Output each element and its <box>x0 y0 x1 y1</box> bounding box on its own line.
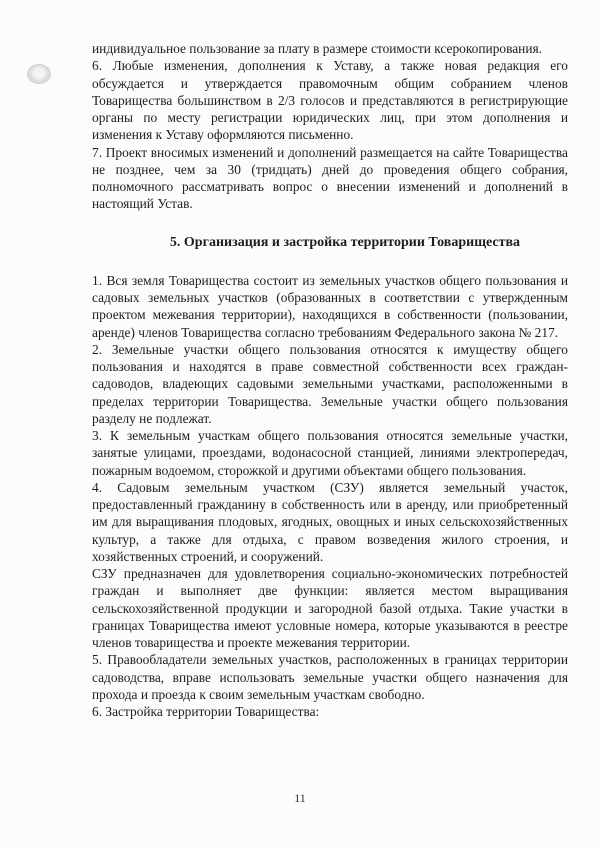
paragraph-szu-purpose: СЗУ предназначен для удовлетворения социально-экономических потребностей граждан и выполняет две функции: является местом выращивания сельскохозяйственной продукции и загородной базой отдыха. Такие участки в границах Товарищества имеют условные номера, которые указываются в реестре членов товарищества и проекте межевания территории. <box>92 566 568 650</box>
paragraph-item-5-rights-holders: 5. Правообладатели земельных участков, расположенных в границах территории садоводства, вправе использовать земельные участки общего назначения для прохода и проезда к своим земельным участкам свободно. <box>92 652 568 702</box>
paragraph-item-6-development: 6. Застройка территории Товарищества: <box>92 704 320 719</box>
section-title: 5. Организация и застройка территории Товарищества <box>169 234 521 250</box>
document-body <box>92 40 568 720</box>
paragraph-item-3-common-plots: 3. К земельным участкам общего пользования относятся земельные участки, занятые улицами, проездами, водонасосной станцией, линиями электропередач, пожарным водоемом, сторожкой и другими объектами общего пользования. <box>92 428 568 478</box>
paragraph-item-7-draft-changes: 7. Проект вносимых изменений и дополнений размещается на сайте Товарищества не позднее, чем за 30 (тридцать) дней до проведения общего собрания, полномочного рассматривать вопрос о внесении изменений и дополнений в настоящий Устав. <box>92 144 568 212</box>
paragraph-continuation: индивидуальное пользование за плату в размере стоимости ксерокопирования. <box>92 41 543 56</box>
paragraph-item-6-amendments: 6. Любые изменения, дополнения к Уставу, а также новая редакция его обсуждается и утверждается правомочным общим собранием членов Товарищества большинством в 2/3 голосов и представляются в регистрирующие органы по месту регистрации юридических лиц, при этом дополнения и изменения к Уставу оформляются письменно. <box>92 58 568 143</box>
paragraph-item-1-land: 1. Вся земля Товарищества состоит из земельных участков общего пользования и садовых земельных участков (образованных в соответствии с утвержденным проектом межевания территории), находящихся в собственности (пользовании, аренде) членов Товарищества согласно требованиям Федерального закона № 217. <box>92 272 568 340</box>
paragraph-item-2-common-land: 2. Земельные участки общего пользования относятся к имуществу общего пользования и находятся в праве совместной собственности всех граждан-садоводов, владеющих садовыми земельными участками, расположенными в пределах территории Товарищества. Земельные участки общего пользования разделу не подлежат. <box>92 341 568 426</box>
punch-hole-mark <box>27 64 51 84</box>
page-number: 11 <box>294 791 306 805</box>
paragraph-item-4-garden-plot: 4. Садовым земельным участком (СЗУ) является земельный участок, предоставленный гражданину в собственность или в аренду, или приобретенный им для выращивания плодовых, ягодных, овощных и иных сельскохозяйственных культур, а также для отдыха, с правом возведения жилого строения, и хозяйственных строений, и сооружений. <box>92 479 568 564</box>
